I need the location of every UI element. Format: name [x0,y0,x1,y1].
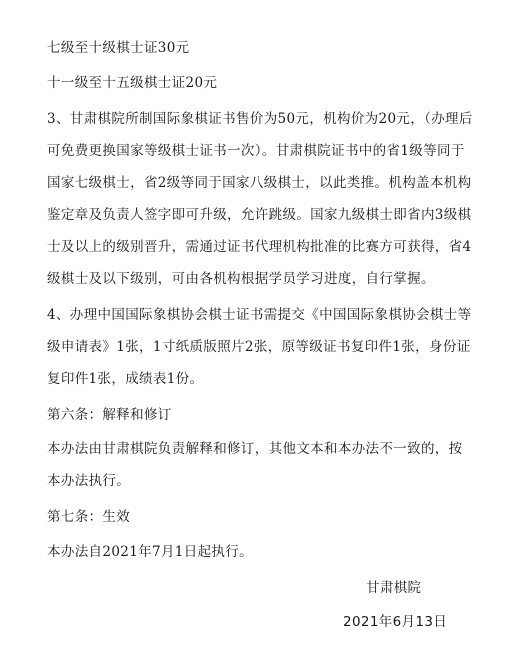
item-3-line-6: 级棋士及以下级别，可由各机构根据学员学习进度，自行掌握。 [47,271,435,287]
item-3-line-3: 国家七级棋士，省2级等同于国家八级棋士，以此类推。机构盖本机构 [47,175,472,191]
effective-statement: 本办法自2021年7月1日起执行。 [47,544,253,560]
signature-org: 甘肃棋院 [366,580,422,596]
fee-line-level-11-15: 十一级至十五级棋士证20元 [47,75,218,91]
item-3-line-4: 鉴定章及负责人签字即可升级，允许跳级。国家九级棋士即省内3级棋 [47,207,472,223]
signature-date: 2021年6月13日 [343,614,448,630]
item-3-line-1: 3、甘肃棋院所制国际象棋证书售价为50元，机构价为20元，（办理后 [47,111,473,127]
item-4-line-3: 复印件1张，成绩表1份。 [47,371,204,387]
article-6-body-line-2: 本办法执行。 [47,473,131,489]
item-3-line-5: 士及以上的级别晋升，需通过证书代理机构批准的比赛方可获得，省4 [47,239,472,255]
item-4-line-1: 4、办理中国国际象棋协会棋士证书需提交《中国国际象棋协会棋士等 [47,307,472,323]
article-6-heading: 第六条：解释和修订 [47,407,172,423]
item-4-line-2: 级申请表》1张，1寸纸质版照片2张，原等级证书复印件1张，身份证 [47,339,471,355]
article-6-body-line-1: 本办法由甘肃棋院负责解释和修订，其他文本和本办法不一致的，按 [47,441,463,457]
item-3-line-2: 可免费更换国家等级棋士证书一次）。甘肃棋院证书中的省1级等同于 [47,143,465,159]
fee-line-level-7-10: 七级至十级棋士证30元 [47,40,190,56]
article-7-heading: 第七条：生效 [47,509,131,525]
